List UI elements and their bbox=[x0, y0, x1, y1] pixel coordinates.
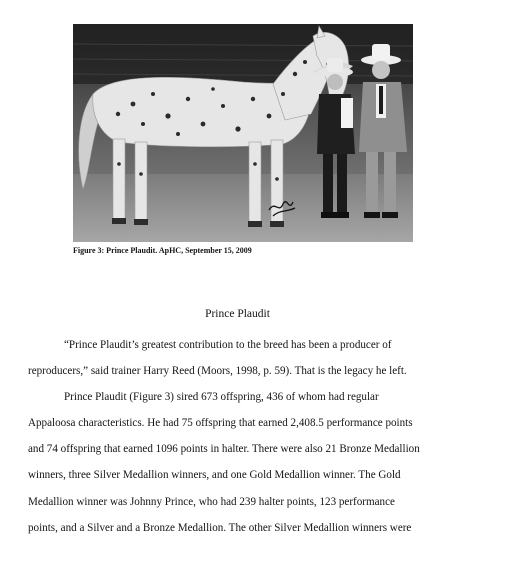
paragraph-line: Medallion winner was Johnny Prince, who had 239 halter points, 123 performance bbox=[28, 495, 395, 508]
paragraph-line: and 74 offspring that earned 1096 points in halter. There were also 21 Bronze Medallion bbox=[28, 443, 420, 456]
figure-caption: Figure 3: Prince Plaudit. ApHC, September 15, 2009 bbox=[73, 246, 252, 255]
horse-photo bbox=[73, 24, 413, 242]
paragraph-line: Prince Plaudit (Figure 3) sired 673 offspring, 436 of whom had regular bbox=[64, 391, 379, 404]
horse-photo-illustration bbox=[73, 24, 413, 242]
body-paragraphs bbox=[28, 332, 468, 541]
paragraph-line: “Prince Plaudit’s greatest contribution to the breed has been a producer of bbox=[64, 339, 392, 351]
paragraph-line: points, and a Silver and a Bronze Medallion. The other Silver Medallion winners were bbox=[28, 521, 412, 534]
paragraph-line: reproducers,” said trainer Harry Reed (Moors, 1998, p. 59). That is the legacy he left. bbox=[28, 365, 407, 378]
section-heading: Prince Plaudit bbox=[205, 308, 270, 320]
paragraph-line: winners, three Silver Medallion winners, and one Gold Medallion winner. The Gold bbox=[28, 469, 401, 482]
paragraph-line: Appaloosa characteristics. He had 75 offspring that earned 2,408.5 performance points bbox=[28, 417, 413, 430]
